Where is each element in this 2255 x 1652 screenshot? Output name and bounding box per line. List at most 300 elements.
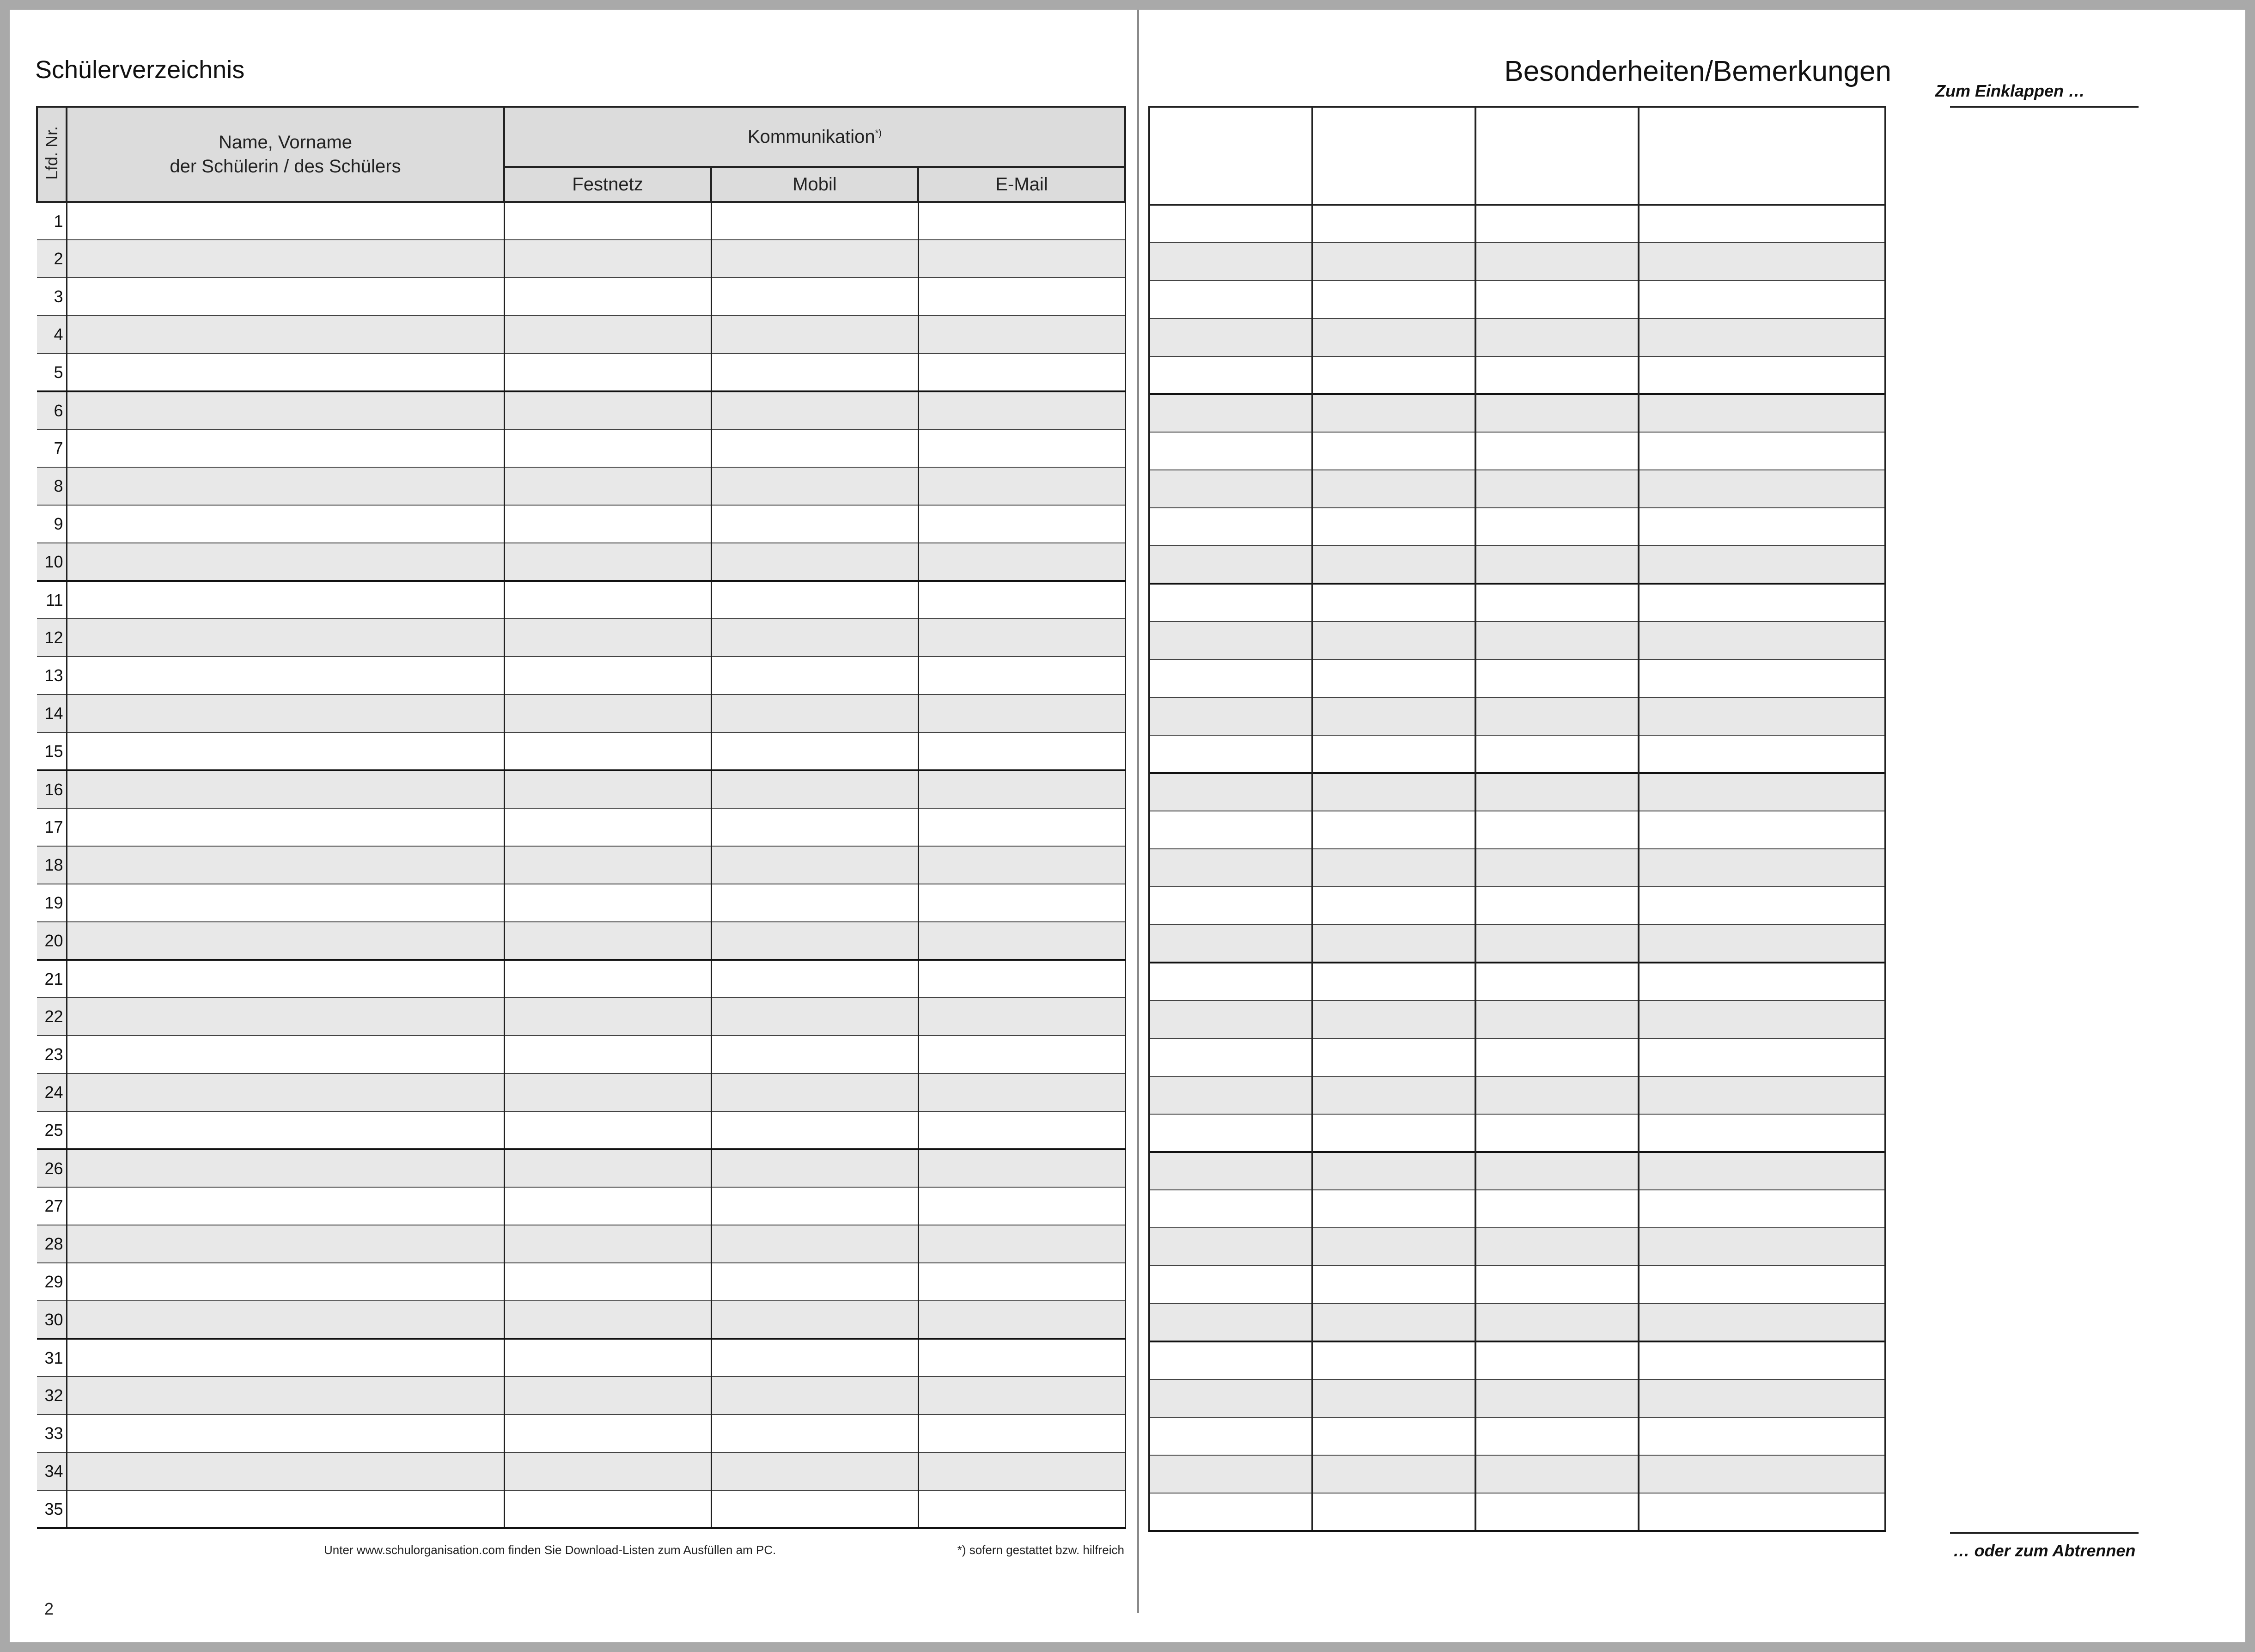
remarks-cell[interactable] (1149, 697, 1312, 735)
remarks-cell[interactable] (1312, 394, 1475, 432)
remarks-header-cell[interactable] (1639, 107, 1885, 205)
remarks-cell[interactable] (1475, 1228, 1639, 1266)
name-cell[interactable] (67, 657, 504, 695)
remarks-cell[interactable] (1639, 470, 1885, 508)
name-cell[interactable] (67, 1377, 504, 1414)
fold-in-label: Zum Einklappen … (1935, 81, 2085, 100)
remarks-cell[interactable] (1149, 963, 1312, 1000)
mobile-cell[interactable] (711, 960, 918, 998)
remarks-cell[interactable] (1312, 1341, 1475, 1379)
email-cell[interactable] (918, 998, 1125, 1036)
landline-cell[interactable] (504, 1263, 711, 1301)
remarks-cell[interactable] (1475, 546, 1639, 584)
email-cell[interactable] (918, 1301, 1125, 1339)
student-row (37, 505, 1125, 543)
remarks-cell[interactable] (1639, 963, 1885, 1000)
remarks-cell[interactable] (1312, 1114, 1475, 1152)
remarks-cell[interactable] (1475, 697, 1639, 735)
remarks-cell[interactable] (1639, 205, 1885, 243)
email-cell[interactable] (918, 657, 1125, 695)
mobile-cell[interactable] (711, 922, 918, 960)
remarks-cell[interactable] (1639, 811, 1885, 849)
remarks-cell[interactable] (1475, 1114, 1639, 1152)
email-cell[interactable] (918, 316, 1125, 354)
remarks-cell[interactable] (1639, 546, 1885, 584)
mobile-cell[interactable] (711, 354, 918, 391)
email-cell[interactable] (918, 429, 1125, 467)
name-cell[interactable] (67, 619, 504, 657)
landline-cell[interactable] (504, 1073, 711, 1111)
remarks-cell[interactable] (1475, 887, 1639, 925)
remarks-cell[interactable] (1639, 432, 1885, 470)
email-cell[interactable] (918, 202, 1125, 240)
remarks-cell[interactable] (1475, 773, 1639, 811)
remarks-cell[interactable] (1639, 1493, 1885, 1531)
name-cell[interactable] (67, 429, 504, 467)
mobile-cell[interactable] (711, 202, 918, 240)
remarks-cell[interactable] (1149, 773, 1312, 811)
mobile-cell[interactable] (711, 1036, 918, 1073)
remarks-cell[interactable] (1312, 811, 1475, 849)
name-cell[interactable] (67, 1414, 504, 1452)
remarks-cell[interactable] (1312, 470, 1475, 508)
remarks-cell[interactable] (1475, 659, 1639, 697)
name-cell[interactable] (67, 278, 504, 316)
remarks-cell[interactable] (1639, 1000, 1885, 1038)
remarks-cell[interactable] (1149, 1379, 1312, 1417)
remarks-cell[interactable] (1312, 849, 1475, 887)
communication-footnote: *) sofern gestattet bzw. hilfreich (957, 1543, 1124, 1557)
remarks-cell[interactable] (1149, 1304, 1312, 1341)
remarks-cell[interactable] (1475, 1190, 1639, 1228)
landline-cell[interactable] (504, 1149, 711, 1187)
landline-cell[interactable] (504, 1036, 711, 1073)
remarks-cell[interactable] (1312, 697, 1475, 735)
remarks-cell[interactable] (1312, 1038, 1475, 1076)
remarks-cell[interactable] (1475, 356, 1639, 394)
mobile-cell[interactable] (711, 391, 918, 429)
name-cell[interactable] (67, 1073, 504, 1111)
remarks-cell[interactable] (1312, 508, 1475, 546)
mobile-cell[interactable] (711, 808, 918, 846)
email-cell[interactable] (918, 808, 1125, 846)
remarks-cell[interactable] (1149, 811, 1312, 849)
row-number: 17 (37, 808, 67, 846)
name-cell[interactable] (67, 960, 504, 998)
remarks-cell[interactable] (1639, 1228, 1885, 1266)
mobile-cell[interactable] (711, 1414, 918, 1452)
name-cell[interactable] (67, 884, 504, 922)
student-row (37, 202, 1125, 240)
mobile-cell[interactable] (711, 543, 918, 581)
remarks-cell[interactable] (1312, 622, 1475, 659)
remarks-cell[interactable] (1639, 773, 1885, 811)
email-cell[interactable] (918, 467, 1125, 505)
remarks-cell[interactable] (1312, 925, 1475, 963)
mobile-cell[interactable] (711, 429, 918, 467)
mobile-cell[interactable] (711, 1187, 918, 1225)
name-cell[interactable] (67, 467, 504, 505)
remarks-cell[interactable] (1149, 1076, 1312, 1114)
email-cell[interactable] (918, 960, 1125, 998)
remarks-cell[interactable] (1149, 849, 1312, 887)
landline-cell[interactable] (504, 1301, 711, 1339)
remarks-cell[interactable] (1149, 1038, 1312, 1076)
remarks-cell[interactable] (1639, 1304, 1885, 1341)
name-cell[interactable] (67, 732, 504, 770)
name-cell[interactable] (67, 695, 504, 732)
remarks-cell[interactable] (1639, 925, 1885, 963)
email-cell[interactable] (918, 278, 1125, 316)
remarks-cell[interactable] (1312, 546, 1475, 584)
remarks-cell[interactable] (1475, 1000, 1639, 1038)
student-row (37, 695, 1125, 732)
name-cell[interactable] (67, 922, 504, 960)
row-number: 7 (37, 429, 67, 467)
remarks-cell[interactable] (1149, 394, 1312, 432)
remarks-cell[interactable] (1475, 205, 1639, 243)
landline-cell[interactable] (504, 922, 711, 960)
remarks-cell[interactable] (1639, 1455, 1885, 1493)
remarks-cell[interactable] (1312, 963, 1475, 1000)
remarks-header-cell[interactable] (1312, 107, 1475, 205)
remarks-cell[interactable] (1149, 205, 1312, 243)
name-cell[interactable] (67, 316, 504, 354)
landline-cell[interactable] (504, 543, 711, 581)
landline-cell[interactable] (504, 391, 711, 429)
email-cell[interactable] (918, 1149, 1125, 1187)
email-cell[interactable] (918, 1263, 1125, 1301)
remarks-cell[interactable] (1639, 243, 1885, 280)
remarks-cell[interactable] (1149, 622, 1312, 659)
tear-off-label: … oder zum Abtrennen (1953, 1541, 2136, 1560)
name-header-line2: der Schülerin / des Schülers (170, 156, 401, 177)
mobile-cell[interactable] (711, 1149, 918, 1187)
landline-cell[interactable] (504, 1490, 711, 1528)
remarks-cell[interactable] (1149, 470, 1312, 508)
email-cell[interactable] (918, 354, 1125, 391)
landline-cell[interactable] (504, 467, 711, 505)
remarks-cell[interactable] (1639, 697, 1885, 735)
remarks-cell[interactable] (1639, 318, 1885, 356)
remarks-cell[interactable] (1312, 243, 1475, 280)
landline-cell[interactable] (504, 695, 711, 732)
name-cell[interactable] (67, 1452, 504, 1490)
remarks-cell[interactable] (1312, 1379, 1475, 1417)
name-cell[interactable] (67, 1187, 504, 1225)
remarks-cell[interactable] (1149, 735, 1312, 773)
remarks-cell[interactable] (1149, 356, 1312, 394)
remarks-cell[interactable] (1312, 1266, 1475, 1304)
mobile-cell[interactable] (711, 1452, 918, 1490)
email-cell[interactable] (918, 581, 1125, 619)
landline-cell[interactable] (504, 581, 711, 619)
landline-cell[interactable] (504, 354, 711, 391)
name-cell[interactable] (67, 1036, 504, 1073)
remarks-cell[interactable] (1639, 508, 1885, 546)
landline-cell[interactable] (504, 846, 711, 884)
remarks-cell[interactable] (1312, 1417, 1475, 1455)
landline-cell[interactable] (504, 884, 711, 922)
mobile-cell[interactable] (711, 316, 918, 354)
remarks-cell[interactable] (1475, 1152, 1639, 1190)
remarks-cell[interactable] (1475, 811, 1639, 849)
name-cell[interactable] (67, 1339, 504, 1377)
email-cell[interactable] (918, 1187, 1125, 1225)
name-cell[interactable] (67, 1490, 504, 1528)
landline-cell[interactable] (504, 732, 711, 770)
remarks-cell[interactable] (1475, 1455, 1639, 1493)
remarks-cell[interactable] (1312, 887, 1475, 925)
remarks-cell[interactable] (1149, 1228, 1312, 1266)
mobile-cell[interactable] (711, 1377, 918, 1414)
remarks-cell[interactable] (1149, 1114, 1312, 1152)
landline-cell[interactable] (504, 316, 711, 354)
name-cell[interactable] (67, 770, 504, 808)
landline-cell[interactable] (504, 505, 711, 543)
remarks-cell[interactable] (1312, 773, 1475, 811)
landline-cell[interactable] (504, 619, 711, 657)
landline-cell[interactable] (504, 1225, 711, 1263)
remarks-cell[interactable] (1149, 508, 1312, 546)
mobile-cell[interactable] (711, 1073, 918, 1111)
remarks-cell[interactable] (1475, 243, 1639, 280)
remarks-cell[interactable] (1639, 849, 1885, 887)
remarks-cell[interactable] (1312, 1076, 1475, 1114)
name-cell[interactable] (67, 1301, 504, 1339)
remarks-header-cell[interactable] (1475, 107, 1639, 205)
email-cell[interactable] (918, 1225, 1125, 1263)
mobile-cell[interactable] (711, 770, 918, 808)
remarks-cell[interactable] (1475, 394, 1639, 432)
name-cell[interactable] (67, 1263, 504, 1301)
remarks-cell[interactable] (1149, 1341, 1312, 1379)
mobile-cell[interactable] (711, 732, 918, 770)
remarks-cell[interactable] (1475, 849, 1639, 887)
student-row (37, 1301, 1125, 1339)
remarks-cell[interactable] (1639, 1152, 1885, 1190)
remarks-cell[interactable] (1149, 925, 1312, 963)
remarks-cell[interactable] (1639, 356, 1885, 394)
remarks-cell[interactable] (1475, 584, 1639, 622)
email-cell[interactable] (918, 1036, 1125, 1073)
remarks-cell[interactable] (1149, 1000, 1312, 1038)
remarks-cell[interactable] (1475, 1266, 1639, 1304)
remarks-cell[interactable] (1475, 622, 1639, 659)
remarks-cell[interactable] (1312, 205, 1475, 243)
remarks-cell[interactable] (1475, 1493, 1639, 1531)
remarks-cell[interactable] (1149, 584, 1312, 622)
remarks-cell[interactable] (1639, 584, 1885, 622)
email-cell[interactable] (918, 1073, 1125, 1111)
email-cell[interactable] (918, 505, 1125, 543)
email-cell[interactable] (918, 1377, 1125, 1414)
mobile-cell[interactable] (711, 998, 918, 1036)
remarks-cell[interactable] (1639, 622, 1885, 659)
mobile-cell[interactable] (711, 1490, 918, 1528)
remarks-cell[interactable] (1639, 1266, 1885, 1304)
name-cell[interactable] (67, 998, 504, 1036)
mobile-cell[interactable] (711, 619, 918, 657)
remarks-cell[interactable] (1149, 280, 1312, 318)
remarks-cell[interactable] (1312, 659, 1475, 697)
landline-cell[interactable] (504, 998, 711, 1036)
email-cell[interactable] (918, 922, 1125, 960)
remarks-cell[interactable] (1475, 1341, 1639, 1379)
remarks-cell[interactable] (1475, 280, 1639, 318)
remarks-cell[interactable] (1312, 1304, 1475, 1341)
remarks-cell[interactable] (1312, 1190, 1475, 1228)
remarks-cell[interactable] (1149, 1152, 1312, 1190)
remarks-cell[interactable] (1639, 1190, 1885, 1228)
number-column-label: Lfd. Nr. (42, 126, 61, 180)
remarks-cell[interactable] (1639, 1379, 1885, 1417)
landline-cell[interactable] (504, 278, 711, 316)
remarks-cell[interactable] (1149, 1417, 1312, 1455)
email-cell[interactable] (918, 732, 1125, 770)
remarks-cell[interactable] (1149, 659, 1312, 697)
remarks-cell[interactable] (1149, 1493, 1312, 1531)
name-cell[interactable] (67, 1111, 504, 1149)
remarks-cell[interactable] (1639, 1114, 1885, 1152)
remarks-cell[interactable] (1639, 280, 1885, 318)
email-cell[interactable] (918, 1339, 1125, 1377)
landline-cell[interactable] (504, 1377, 711, 1414)
name-cell[interactable] (67, 354, 504, 391)
remarks-cell[interactable] (1312, 1000, 1475, 1038)
remarks-cell[interactable] (1475, 318, 1639, 356)
name-cell[interactable] (67, 581, 504, 619)
remarks-cell[interactable] (1312, 1152, 1475, 1190)
remarks-cell[interactable] (1149, 1455, 1312, 1493)
remarks-cell[interactable] (1639, 1076, 1885, 1114)
landline-cell[interactable] (504, 960, 711, 998)
remarks-cell[interactable] (1475, 1038, 1639, 1076)
remarks-cell[interactable] (1639, 659, 1885, 697)
student-row (37, 543, 1125, 581)
remarks-cell[interactable] (1312, 356, 1475, 394)
remarks-cell[interactable] (1312, 1228, 1475, 1266)
email-cell[interactable] (918, 695, 1125, 732)
remarks-cell[interactable] (1149, 887, 1312, 925)
name-cell[interactable] (67, 808, 504, 846)
remarks-cell[interactable] (1475, 432, 1639, 470)
mobile-cell[interactable] (711, 846, 918, 884)
name-cell[interactable] (67, 202, 504, 240)
remarks-cell[interactable] (1149, 1190, 1312, 1228)
email-cell[interactable] (918, 543, 1125, 581)
landline-cell[interactable] (504, 1187, 711, 1225)
remarks-cell[interactable] (1475, 1304, 1639, 1341)
name-cell[interactable] (67, 505, 504, 543)
mobile-cell[interactable] (711, 695, 918, 732)
remarks-cell[interactable] (1149, 1266, 1312, 1304)
email-cell[interactable] (918, 1452, 1125, 1490)
remarks-cell[interactable] (1639, 1417, 1885, 1455)
landline-cell[interactable] (504, 808, 711, 846)
remarks-cell[interactable] (1312, 1493, 1475, 1531)
mobile-cell[interactable] (711, 1339, 918, 1377)
remarks-cell[interactable] (1312, 584, 1475, 622)
mobile-cell[interactable] (711, 1225, 918, 1263)
name-cell[interactable] (67, 1225, 504, 1263)
student-row (37, 1377, 1125, 1414)
remarks-cell[interactable] (1475, 1417, 1639, 1455)
remarks-cell[interactable] (1312, 280, 1475, 318)
remarks-cell[interactable] (1639, 394, 1885, 432)
remarks-cell[interactable] (1475, 735, 1639, 773)
mobile-cell[interactable] (711, 240, 918, 278)
name-cell[interactable] (67, 240, 504, 278)
email-cell[interactable] (918, 1111, 1125, 1149)
remarks-cell[interactable] (1312, 735, 1475, 773)
landline-cell[interactable] (504, 1414, 711, 1452)
remarks-cell[interactable] (1312, 432, 1475, 470)
email-cell[interactable] (918, 770, 1125, 808)
mobile-cell[interactable] (711, 505, 918, 543)
mobile-cell[interactable] (711, 657, 918, 695)
landline-cell[interactable] (504, 429, 711, 467)
email-cell[interactable] (918, 391, 1125, 429)
email-cell[interactable] (918, 619, 1125, 657)
landline-cell[interactable] (504, 770, 711, 808)
remarks-cell[interactable] (1312, 318, 1475, 356)
mobile-cell[interactable] (711, 467, 918, 505)
email-cell[interactable] (918, 846, 1125, 884)
remarks-cell[interactable] (1475, 508, 1639, 546)
remarks-cell[interactable] (1475, 470, 1639, 508)
email-cell[interactable] (918, 240, 1125, 278)
remarks-cell[interactable] (1639, 887, 1885, 925)
remarks-cell[interactable] (1475, 963, 1639, 1000)
remarks-cell[interactable] (1149, 432, 1312, 470)
landline-cell[interactable] (504, 1111, 711, 1149)
mobile-cell[interactable] (711, 884, 918, 922)
remarks-cell[interactable] (1639, 1038, 1885, 1076)
landline-cell[interactable] (504, 202, 711, 240)
remarks-cell[interactable] (1639, 1341, 1885, 1379)
name-cell[interactable] (67, 846, 504, 884)
mobile-column-header: Mobil (711, 167, 918, 202)
remarks-cell[interactable] (1475, 925, 1639, 963)
name-cell[interactable] (67, 543, 504, 581)
remarks-cell[interactable] (1149, 546, 1312, 584)
remarks-cell[interactable] (1149, 243, 1312, 280)
landline-cell[interactable] (504, 657, 711, 695)
remarks-cell[interactable] (1475, 1076, 1639, 1114)
landline-cell[interactable] (504, 1339, 711, 1377)
email-cell[interactable] (918, 1490, 1125, 1528)
email-cell[interactable] (918, 1414, 1125, 1452)
name-cell[interactable] (67, 391, 504, 429)
mobile-cell[interactable] (711, 278, 918, 316)
mobile-cell[interactable] (711, 1263, 918, 1301)
mobile-cell[interactable] (711, 1111, 918, 1149)
remarks-cell[interactable] (1149, 318, 1312, 356)
remarks-cell[interactable] (1312, 1455, 1475, 1493)
email-cell[interactable] (918, 884, 1125, 922)
mobile-cell[interactable] (711, 1301, 918, 1339)
student-list-table (36, 106, 1126, 1529)
name-cell[interactable] (67, 1149, 504, 1187)
landline-cell[interactable] (504, 240, 711, 278)
mobile-cell[interactable] (711, 581, 918, 619)
landline-cell[interactable] (504, 1452, 711, 1490)
remarks-cell[interactable] (1475, 1379, 1639, 1417)
remarks-cell[interactable] (1639, 735, 1885, 773)
row-number: 34 (37, 1452, 67, 1490)
remarks-header-cell[interactable] (1149, 107, 1312, 205)
